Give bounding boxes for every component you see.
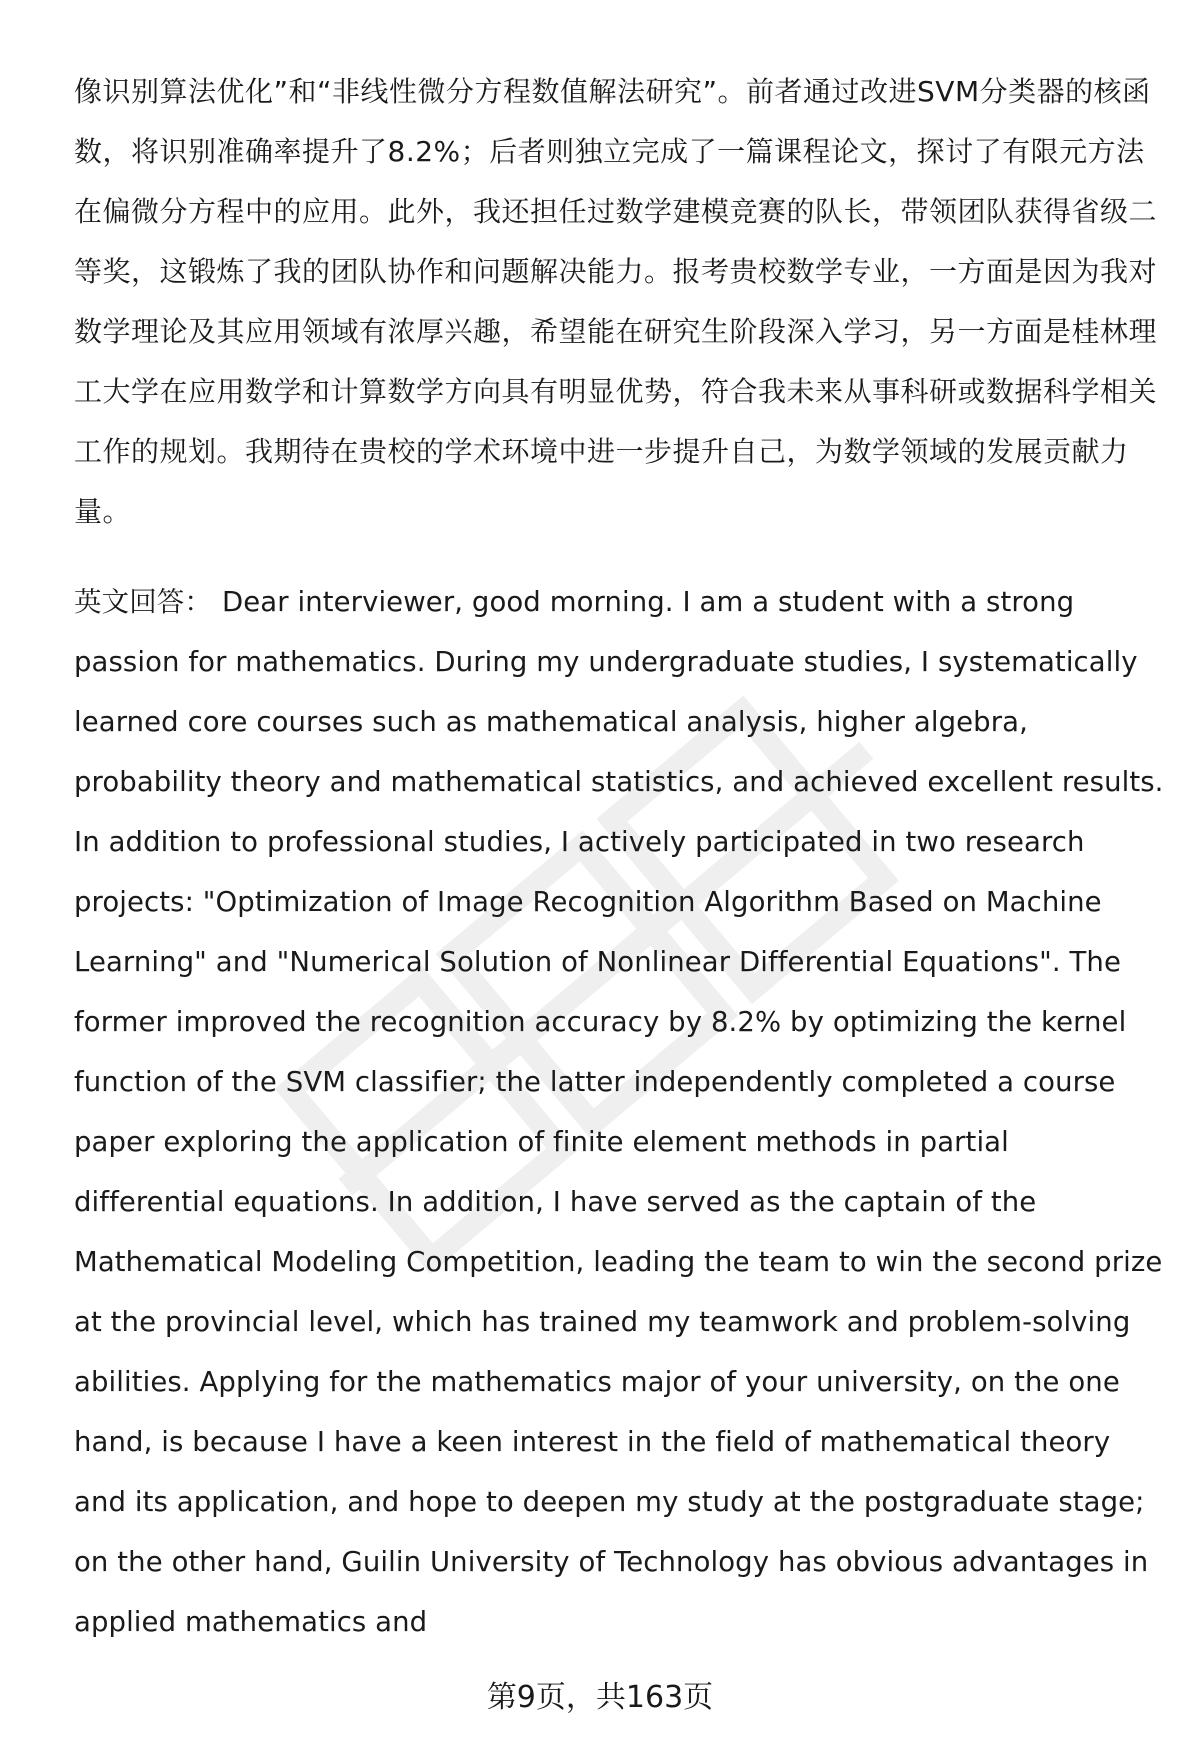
english-answer-paragraph [74,572,1164,1652]
english-answer-label: 英文回答： [74,586,212,618]
page-number-footer: 第9页，共163页 [486,1680,714,1715]
english-answer-text: Dear interviewer, good morning. I am a student with a strong passion for mathematics. During my undergraduate studies, I systematically learned core courses such as mathematical analysis, higher algebra, probability theory and mathematical statistics, and achieved excellent results. In addition to professional studies, I actively participated in two research projects: "Optimization of Image Recognition Algorithm Based on Machine Learning" and "Numerical Solution of Nonlinear Differential Equations". The former improved the recognition accuracy by 8.2% by optimizing the kernel function of the SVM classifier; the latter independently completed a course paper exploring the application of finite element methods in partial differential equations. In addition, I have served as the captain of the Mathematical Modeling Competition, leading the team to win the second prize at the provincial level, which has trained my teamwork and problem-solving abilities. Applying for the mathematics major of your university, on the one hand, is because I have a keen interest in the field of mathematical theory and its application, and hope to deepen my study at the postgraduate stage; on the other hand, Guilin University of Technology has obvious advantages in applied mathematics and [74,586,1164,1638]
chinese-answer-paragraph: 像识别算法优化”和“非线性微分方程数值解法研究”。前者通过改进SVM分类器的核函数，将识别准确率提升了8.2%；后者则独立完成了一篇课程论文，探讨了有限元方法在偏微分方程中的应用。此外，我还担任过数学建模竞赛的队长，带领团队获得省级二等奖，这锻炼了我的团队协作和问题解决能力。报考贵校数学专业，一方面是因为我对数学理论及其应用领域有浓厚兴趣，希望能在研究生阶段深入学习，另一方面是桂林理工大学在应用数学和计算数学方向具有明显优势，符合我未来从事科研或数据科学相关工作的规划。我期待在贵校的学术环境中进一步提升自己，为数学领域的发展贡献力量。 [74,75,1158,528]
document-body [74,62,1164,1652]
